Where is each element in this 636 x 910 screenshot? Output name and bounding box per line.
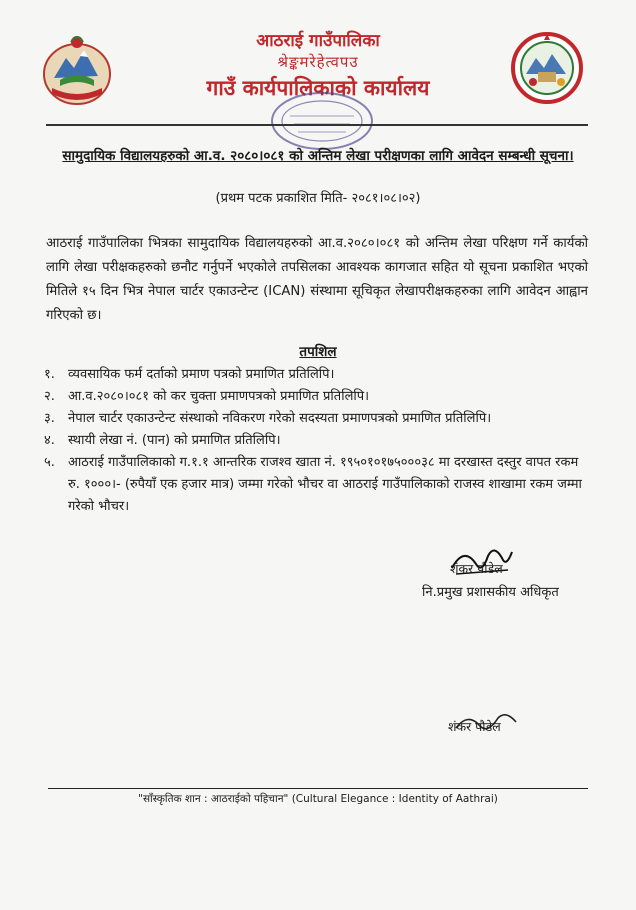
list-item-number: ५.: [44, 455, 55, 470]
list-item: [44, 364, 590, 386]
signatory-title: नि.प्रमुख प्रशासकीय अधिकृत: [422, 585, 559, 600]
list-item: [44, 430, 590, 452]
notice-title: सामुदायिक विद्यालयहरुको आ.व. २०८०।०८१ को अन्तिम लेखा परीक्षणका लागि आवेदन सम्बन्धी सूचना।: [62, 148, 574, 164]
office-name: गाउँ कार्यपालिकाको कार्यालय: [206, 76, 430, 100]
signatory-name: शंकर पौडेल: [450, 561, 503, 576]
list-item-text: आ.व.२०८०।०८१ को कर चुक्ता प्रमाणपत्रको प्रमाणित प्रतिलिपि।: [68, 389, 370, 404]
list-item-number: ३.: [44, 411, 55, 426]
office-stamp-icon: [268, 90, 376, 152]
list-item: [44, 452, 590, 518]
municipality-motto: श्रेङ्कमरेहेत्वपउ: [277, 53, 359, 71]
initials-name: शंकर पौडेल: [448, 719, 501, 734]
list-item-text: नेपाल चार्टर एकाउन्टेन्ट संस्थाको नविकरण गरेको सदस्यता प्रमाणपत्रको प्रमाणित प्रतिलिपि।: [68, 411, 492, 426]
list-item-text: आठराई गाउँपालिकाको ग.१.१ आन्तरिक राजश्व खाता नं. १९५०१०१७५०००३८ मा दरखास्त दस्तुर वापत रकम रु. १०००।- (रुपैयाँ एक हजार मात्र) जम्मा गरेको भौचर वा आठराई गाउँपालिकाको राजस्व शाखामा रकम जम्मा गरेको भौचर।: [68, 455, 582, 514]
list-item: [44, 408, 590, 430]
footer-divider: [48, 788, 588, 789]
publish-date: (प्रथम पटक प्रकाशित मिति- २०८१।०८।०२): [215, 191, 421, 206]
list-item-text: व्यवसायिक फर्म दर्ताको प्रमाण पत्रको प्रमाणित प्रतिलिपि।: [68, 367, 335, 382]
municipality-name: आठराई गाउँपालिका: [256, 31, 380, 51]
list-item: [44, 386, 590, 408]
requirements-heading: तपशिल: [299, 344, 337, 360]
header-divider: [46, 124, 588, 126]
list-item-number: ४.: [44, 433, 55, 448]
notice-body: आठराई गाउँपालिका भित्रका सामुदायिक विद्यालयहरुको आ.व.२०८०।०८१ को अन्तिम लेखा परिक्षण गर्ने कार्यको लागि लेखा परीक्षकहरुको छनौट गर्नुपर्ने भएकोले तपसिलका आवश्यक कागजात सहित यो सूचना प्रकाशित भएको मितिले १५ दिन भित्र नेपाल चार्टर एकाउन्टेन्ट (ICAN) संस्थामा सूचिकृत लेखापरीक्षकहरुका लागि आवेदन आह्वान गरिएको छ।: [46, 236, 588, 323]
list-item-number: १.: [44, 367, 55, 382]
footer-slogan: "साँस्कृतिक शान : आठराईको पहिचान" (Cultural Elegance : Identity of Aathrai): [138, 793, 498, 805]
list-item-number: २.: [44, 389, 55, 404]
list-item-text: स्थायी लेखा नं. (पान) को प्रमाणित प्रतिलिपि।: [68, 433, 281, 448]
requirements-list: [44, 364, 590, 518]
